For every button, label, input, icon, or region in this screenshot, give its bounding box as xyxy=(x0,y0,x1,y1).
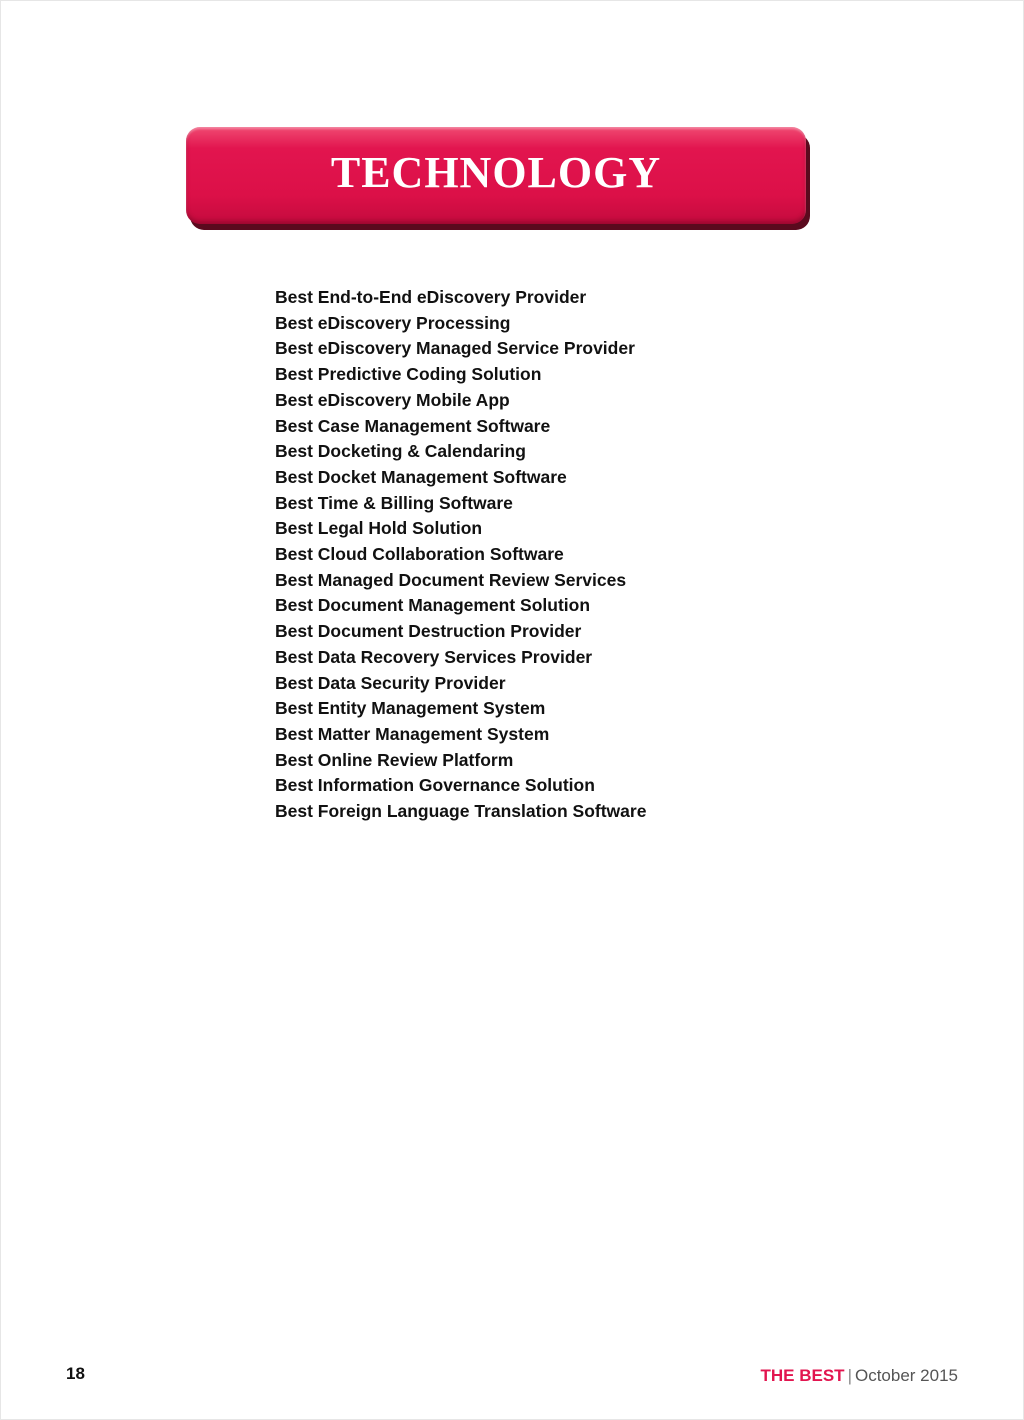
section-title: TECHNOLOGY xyxy=(330,148,662,197)
list-item: Best eDiscovery Processing xyxy=(275,312,511,333)
page-number: 18 xyxy=(66,1364,85,1383)
section-banner xyxy=(186,127,806,224)
list-item: Best Docket Management Software xyxy=(275,466,567,487)
list-item: Best Predictive Coding Solution xyxy=(275,364,542,385)
list-item: Best Case Management Software xyxy=(275,415,551,436)
list-item: Best Foreign Language Translation Software xyxy=(275,801,647,822)
list-item: Best Cloud Collaboration Software xyxy=(275,544,564,565)
list-item: Best eDiscovery Mobile App xyxy=(275,389,510,410)
list-item: Best Entity Management System xyxy=(275,698,546,719)
list-item: Best Data Security Provider xyxy=(275,672,506,693)
list-item: Best Managed Document Review Services xyxy=(275,569,627,590)
footer-brand: THE BEST xyxy=(760,1366,845,1385)
list-item: Best Docketing & Calendaring xyxy=(275,441,526,462)
footer-publication xyxy=(761,1366,959,1386)
list-item: Best Document Destruction Provider xyxy=(275,621,582,642)
award-category-list xyxy=(275,285,646,825)
footer-separator: | xyxy=(847,1366,852,1385)
list-item: Best Time & Billing Software xyxy=(275,492,513,513)
list-item: Best Legal Hold Solution xyxy=(275,518,483,539)
list-item: Best eDiscovery Managed Service Provider xyxy=(275,338,635,359)
list-item: Best Information Governance Solution xyxy=(275,775,595,796)
list-item: Best Matter Management System xyxy=(275,723,550,744)
list-item: Best Online Review Platform xyxy=(275,749,514,770)
list-item: Best Data Recovery Services Provider xyxy=(275,646,593,667)
list-item: Best End-to-End eDiscovery Provider xyxy=(275,287,587,307)
list-item: Best Document Management Solution xyxy=(275,595,591,616)
footer-issue-date: October 2015 xyxy=(854,1366,958,1385)
